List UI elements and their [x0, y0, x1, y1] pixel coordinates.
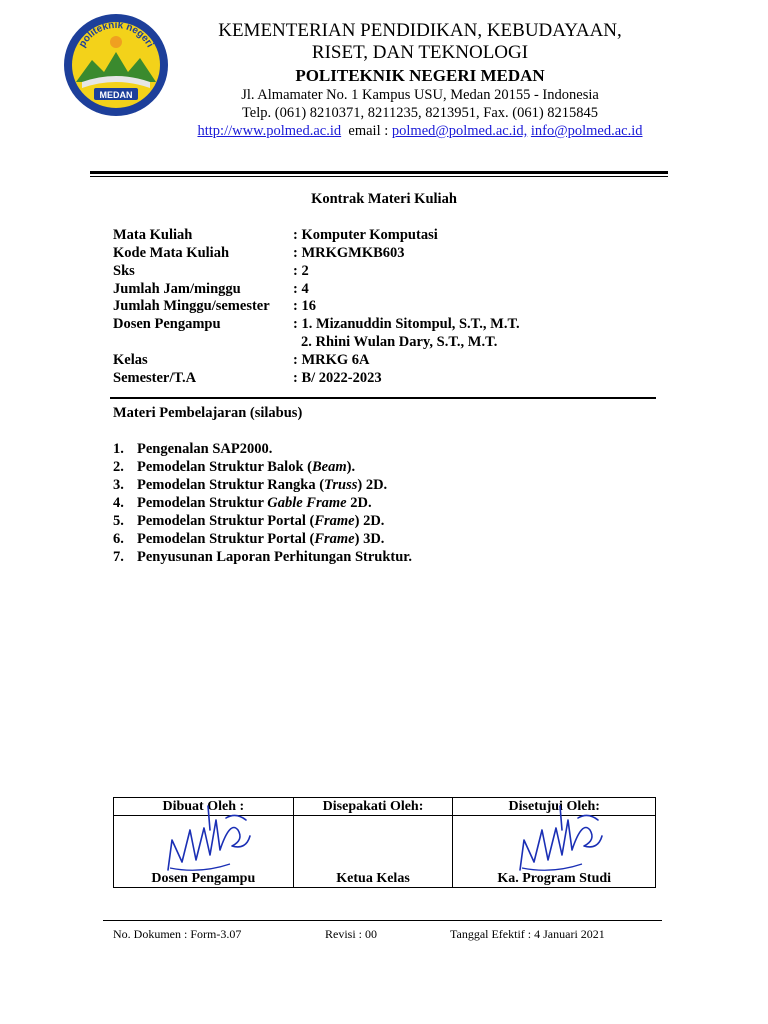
ministry-line-2: RISET, DAN TEKNOLOGI	[311, 42, 529, 63]
list-item: Pemodelan Struktur Portal (Frame) 2D.	[137, 513, 385, 529]
revision: Revisi : 00	[325, 927, 378, 941]
signature-cell-class-leader	[293, 816, 453, 871]
header-rule-thin	[90, 176, 668, 177]
field-label: Jumlah Minggu/semester	[113, 298, 270, 314]
list-item-number: 6.	[113, 531, 124, 547]
list-item: Penyusunan Laporan Perhitungan Struktur.	[137, 549, 413, 565]
list-item: Pengenalan SAP2000.	[137, 441, 273, 457]
list-item-number: 2.	[113, 459, 124, 475]
section-rule	[110, 397, 656, 399]
field-value: : 1. Mizanuddin Sitompul, S.T., M.T.	[293, 316, 520, 332]
field-value: : B/ 2022-2023	[293, 370, 382, 386]
signature-header-agreed: Disepakati Oleh:	[293, 798, 453, 816]
field-label: Kode Mata Kuliah	[113, 245, 230, 261]
syllabus-title: Materi Pembelajaran (silabus)	[113, 405, 303, 421]
header-rule-thick	[90, 171, 668, 174]
field-label: Sks	[113, 263, 135, 279]
field-label: Semester/T.A	[113, 370, 197, 386]
signature-role-lecturer: Dosen Pengampu	[114, 870, 294, 888]
field-value: : 4	[293, 281, 309, 297]
field-label: Kelas	[113, 352, 148, 368]
document-title: Kontrak Materi Kuliah	[311, 191, 457, 207]
signature-header-approved: Disetujui Oleh:	[453, 798, 656, 816]
field-value: : Komputer Komputasi	[293, 227, 438, 243]
document-number: No. Dokumen : Form-3.07	[113, 927, 242, 941]
address: Jl. Almamater No. 1 Kampus USU, Medan 20155 - Indonesia	[241, 87, 599, 103]
list-item-number: 5.	[113, 513, 124, 529]
list-item-number: 7.	[113, 549, 124, 565]
list-item: Pemodelan Struktur Portal (Frame) 3D.	[137, 531, 385, 547]
logo-text-top: politeknik negeri	[76, 19, 156, 50]
signature-scribble	[160, 800, 260, 880]
signature-scribble	[512, 800, 612, 880]
logo-text-bottom: MEDAN	[99, 90, 133, 100]
email-label: email :	[348, 123, 389, 139]
list-item: Pemodelan Struktur Gable Frame 2D.	[137, 495, 372, 511]
list-item-number: 1.	[113, 441, 124, 457]
email-link-1[interactable]: polmed@polmed.ac.id,	[391, 123, 528, 139]
contact-line	[120, 123, 720, 140]
email-link-2[interactable]: info@polmed.ac.id	[530, 123, 643, 139]
footer-rule	[103, 920, 662, 921]
field-value: : 16	[293, 298, 316, 314]
list-item-number: 4.	[113, 495, 124, 511]
field-label: Jumlah Jam/minggu	[113, 281, 241, 297]
list-item: Pemodelan Struktur Rangka (Truss) 2D.	[137, 477, 388, 493]
signature-header-made: Dibuat Oleh :	[114, 798, 294, 816]
website-link[interactable]: http://www.polmed.ac.id	[197, 123, 342, 139]
effective-date: Tanggal Efektif : 4 Januari 2021	[450, 927, 605, 941]
list-item-number: 3.	[113, 477, 124, 493]
signature-role-head: Ka. Program Studi	[453, 870, 656, 888]
field-value: : 2	[293, 263, 309, 279]
institution-name: POLITEKNIK NEGERI MEDAN	[295, 66, 545, 85]
ministry-line-1: KEMENTERIAN PENDIDIKAN, KEBUDAYAAN,	[218, 20, 622, 41]
field-value: : MRKG 6A	[293, 352, 370, 368]
field-label: Mata Kuliah	[113, 227, 193, 243]
field-value: : MRKGMKB603	[293, 245, 405, 261]
phone-fax: Telp. (061) 8210371, 8211235, 8213951, Fax. (061) 8215845	[241, 105, 599, 121]
field-label: Dosen Pengampu	[113, 316, 221, 332]
signature-role-class-leader: Ketua Kelas	[293, 870, 453, 888]
list-item: Pemodelan Struktur Balok (Beam).	[137, 459, 356, 475]
field-value: 2. Rhini Wulan Dary, S.T., M.T.	[301, 334, 498, 350]
